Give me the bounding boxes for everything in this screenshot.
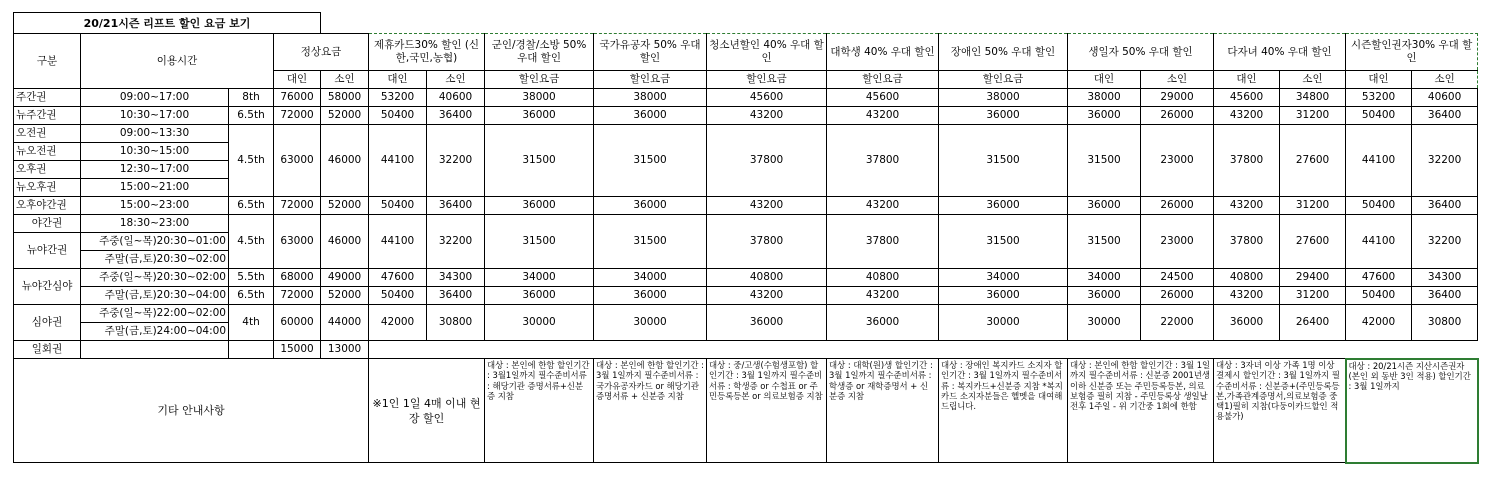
note-college: 대상 : 대학(원)생 할인기간 : 3월 1일까지 필수준비서류 : 학생증 or 재학증명서 + 신분증 지참 — [827, 359, 939, 463]
ticket-category: 뉴주간권 — [14, 107, 81, 125]
disabled-fare: 31500 — [939, 215, 1068, 269]
sub-regular-child: 소인 — [321, 71, 369, 89]
birthday-child: 22000 — [1141, 305, 1214, 341]
college-fare: 43200 — [827, 107, 939, 125]
birthday-child: 29000 — [1141, 89, 1214, 107]
military-fare: 31500 — [485, 125, 594, 197]
ticket-category: 오후권 — [14, 161, 81, 179]
title-filler — [321, 13, 1478, 34]
youth-fare: 45600 — [707, 89, 827, 107]
header-category: 구분 — [14, 34, 81, 89]
regular-child: 13000 — [321, 341, 369, 359]
usage-hours: 4th — [229, 305, 274, 341]
regular-child: 46000 — [321, 215, 369, 269]
sub-disabled-fare: 할인요금 — [939, 71, 1068, 89]
table-row — [14, 341, 1478, 359]
header-youth: 청소년할인 40% 우대 할인 — [707, 34, 827, 71]
veteran-fare: 36000 — [594, 197, 707, 215]
birthday-adult: 30000 — [1068, 305, 1141, 341]
partner-child: 32200 — [427, 215, 485, 269]
partner-child: 30800 — [427, 305, 485, 341]
header-veteran: 국가유공자 50% 우대 할인 — [594, 34, 707, 71]
regular-child: 52000 — [321, 107, 369, 125]
ticket-category: 야간권 — [14, 215, 81, 233]
regular-adult: 63000 — [274, 125, 321, 197]
youth-fare: 43200 — [707, 287, 827, 305]
table-row — [14, 305, 1478, 323]
ticket-category: 뉴야간권 — [14, 233, 81, 269]
partner-adult: 47600 — [369, 269, 427, 287]
note-partner: ※1인 1일 4매 이내 현장 할인 — [369, 359, 485, 463]
youth-fare: 40800 — [707, 269, 827, 287]
multichild-adult: 36000 — [1214, 305, 1280, 341]
sub-partner-adult: 대인 — [369, 71, 427, 89]
ticket-category: 심야권 — [14, 305, 81, 341]
disabled-fare: 36000 — [939, 107, 1068, 125]
seasonpass-child: 34300 — [1412, 269, 1478, 287]
birthday-adult: 31500 — [1068, 215, 1141, 269]
regular-adult: 72000 — [274, 287, 321, 305]
youth-fare: 36000 — [707, 305, 827, 341]
sub-seasonpass-child: 소인 — [1412, 71, 1478, 89]
partner-child: 36400 — [427, 107, 485, 125]
seasonpass-child: 30800 — [1412, 305, 1478, 341]
college-fare: 40800 — [827, 269, 939, 287]
regular-adult: 68000 — [274, 269, 321, 287]
birthday-adult: 31500 — [1068, 125, 1141, 197]
usage-time: 09:00~17:00 — [81, 89, 229, 107]
seasonpass-child: 36400 — [1412, 287, 1478, 305]
regular-child: 49000 — [321, 269, 369, 287]
multichild-child: 29400 — [1280, 269, 1346, 287]
usage-time: 09:00~13:30 — [81, 125, 229, 143]
birthday-child: 26000 — [1141, 287, 1214, 305]
ticket-category: 주간권 — [14, 89, 81, 107]
ticket-category: 오후야간권 — [14, 197, 81, 215]
regular-child: 46000 — [321, 125, 369, 197]
seasonpass-adult: 53200 — [1346, 89, 1412, 107]
header-college: 대학생 40% 우대 할인 — [827, 34, 939, 71]
veteran-fare: 36000 — [594, 287, 707, 305]
veteran-fare: 31500 — [594, 215, 707, 269]
partner-child: 34300 — [427, 269, 485, 287]
birthday-child: 23000 — [1141, 125, 1214, 197]
sub-multichild-adult: 대인 — [1214, 71, 1280, 89]
military-fare: 31500 — [485, 215, 594, 269]
sub-regular-adult: 대인 — [274, 71, 321, 89]
seasonpass-adult: 44100 — [1346, 215, 1412, 269]
ticket-category: 뉴오전권 — [14, 143, 81, 161]
college-fare: 37800 — [827, 125, 939, 197]
usage-hours: 4.5th — [229, 125, 274, 197]
usage-time: 주중(일~목)20:30~01:00 — [81, 233, 229, 251]
regular-adult: 76000 — [274, 89, 321, 107]
usage-hours: 8th — [229, 89, 274, 107]
ticket-category: 일회권 — [14, 341, 81, 359]
disabled-fare: 34000 — [939, 269, 1068, 287]
usage-time: 주중(일~목)20:30~02:00 — [81, 269, 229, 287]
seasonpass-adult: 50400 — [1346, 107, 1412, 125]
sub-veteran-fare: 할인요금 — [594, 71, 707, 89]
veteran-fare: 30000 — [594, 305, 707, 341]
partner-adult: 50400 — [369, 107, 427, 125]
sub-military-fare: 할인요금 — [485, 71, 594, 89]
header-multichild: 다자녀 40% 우대 할인 — [1214, 34, 1346, 71]
birthday-adult: 36000 — [1068, 107, 1141, 125]
regular-adult: 72000 — [274, 107, 321, 125]
disabled-fare: 36000 — [939, 287, 1068, 305]
military-fare: 38000 — [485, 89, 594, 107]
partner-adult: 50400 — [369, 287, 427, 305]
sub-partner-child: 소인 — [427, 71, 485, 89]
usage-time: 주말(금,토)24:00~04:00 — [81, 323, 229, 341]
header-seasonpass: 시즌할인권자30% 우대 할인 — [1346, 34, 1478, 71]
note-multichild: 대상 : 3자녀 이상 가족 1명 이상 결제시 할인기간 : 3월 1일까지 필수준비서류 : 신분증+(주민등록등본,가족관계증명서,의료보험증 중 택1)필히 지참(다둥이카드할인 적용불가) — [1214, 359, 1346, 463]
seasonpass-child: 32200 — [1412, 215, 1478, 269]
partner-child: 36400 — [427, 287, 485, 305]
college-fare: 36000 — [827, 305, 939, 341]
youth-fare: 43200 — [707, 107, 827, 125]
military-fare: 36000 — [485, 107, 594, 125]
seasonpass-adult: 44100 — [1346, 125, 1412, 197]
veteran-fare: 36000 — [594, 107, 707, 125]
veteran-fare: 38000 — [594, 89, 707, 107]
birthday-adult: 36000 — [1068, 287, 1141, 305]
birthday-child: 26000 — [1141, 107, 1214, 125]
usage-hours: 6.5th — [229, 287, 274, 305]
multichild-adult: 43200 — [1214, 107, 1280, 125]
disabled-fare: 30000 — [939, 305, 1068, 341]
multichild-child: 34800 — [1280, 89, 1346, 107]
birthday-adult: 38000 — [1068, 89, 1141, 107]
seasonpass-child: 36400 — [1412, 107, 1478, 125]
sub-birthday-child: 소인 — [1141, 71, 1214, 89]
usage-hours: 6.5th — [229, 197, 274, 215]
header-partner-card: 제휴카드30% 할인 (신한,국민,농협) — [369, 34, 485, 71]
note-veteran: 대상 : 본인에 한함 할인기간 : 3월 1일까지 필수준비서류 : 국가유공자카드 or 해당기관 증명서류 + 신분증 지참 — [594, 359, 707, 463]
multichild-adult: 37800 — [1214, 215, 1280, 269]
ticket-category: 오전권 — [14, 125, 81, 143]
regular-child: 58000 — [321, 89, 369, 107]
seasonpass-child: 32200 — [1412, 125, 1478, 197]
disabled-fare: 31500 — [939, 125, 1068, 197]
notes-row — [14, 359, 1478, 463]
seasonpass-child: 40600 — [1412, 89, 1478, 107]
partner-child: 32200 — [427, 125, 485, 197]
ticket-category: 뉴오후권 — [14, 179, 81, 197]
header-usage-time: 이용시간 — [81, 34, 274, 89]
header-disabled: 장애인 50% 우대 할인 — [939, 34, 1068, 71]
birthday-child: 26000 — [1141, 197, 1214, 215]
usage-hours: 6.5th — [229, 107, 274, 125]
regular-adult: 63000 — [274, 215, 321, 269]
note-military: 대상 : 본인에 한함 할인기간 : 3월1일까지 필수준비서류 : 해당기관 증명서류+신분증 지참 — [485, 359, 594, 463]
multichild-adult: 45600 — [1214, 89, 1280, 107]
note-disabled: 대상 : 장애인 복지카드 소지자 할인기간 : 3월 1일까지 필수준비서류 : 복지카드+신분증 지참 *복지카드 소지자분들은 헬멧을 대여해드립니다. — [939, 359, 1068, 463]
usage-time: 18:30~23:00 — [81, 215, 229, 233]
sub-seasonpass-adult: 대인 — [1346, 71, 1412, 89]
youth-fare: 37800 — [707, 215, 827, 269]
header-regular: 정상요금 — [274, 34, 369, 71]
table-row — [14, 107, 1478, 125]
usage-hours: 5.5th — [229, 269, 274, 287]
header-birthday: 생일자 50% 우대 할인 — [1068, 34, 1214, 71]
college-fare: 37800 — [827, 215, 939, 269]
sub-multichild-child: 소인 — [1280, 71, 1346, 89]
header-military: 군인/경찰/소방 50% 우대 할인 — [485, 34, 594, 71]
notes-label: 기타 안내사항 — [14, 359, 369, 463]
college-fare: 45600 — [827, 89, 939, 107]
seasonpass-adult: 47600 — [1346, 269, 1412, 287]
table-row — [14, 215, 1478, 233]
regular-child: 44000 — [321, 305, 369, 341]
veteran-fare: 31500 — [594, 125, 707, 197]
military-fare: 30000 — [485, 305, 594, 341]
youth-fare: 43200 — [707, 197, 827, 215]
partner-child: 40600 — [427, 89, 485, 107]
regular-adult: 15000 — [274, 341, 321, 359]
note-seasonpass[interactable]: 대상 : 20/21시즌 지산시즌권자(본인 외 동반 3인 적용) 할인기간 : 3월 1일까지 — [1346, 359, 1478, 463]
college-fare: 43200 — [827, 287, 939, 305]
usage-time: 12:30~17:00 — [81, 161, 229, 179]
table-row — [14, 269, 1478, 287]
note-birthday: 대상 : 본인에 한함 할인기간 : 3월 1일까지 필수준비서류 : 신분증 2001년생 이하 신분증 또는 주민등록등본, 의료보험증 필히 지참 - 주민등록상 생일날 전후 1주일 - 위 기간중 1회에 한함 — [1068, 359, 1214, 463]
partner-adult: 44100 — [369, 215, 427, 269]
usage-time: 10:30~15:00 — [81, 143, 229, 161]
birthday-child: 23000 — [1141, 215, 1214, 269]
multichild-child: 31200 — [1280, 197, 1346, 215]
partner-adult: 50400 — [369, 197, 427, 215]
regular-child: 52000 — [321, 197, 369, 215]
military-fare: 34000 — [485, 269, 594, 287]
usage-time: 15:00~21:00 — [81, 179, 229, 197]
sub-college-fare: 할인요금 — [827, 71, 939, 89]
header-row — [14, 34, 1478, 71]
multichild-child: 31200 — [1280, 107, 1346, 125]
birthday-adult: 36000 — [1068, 197, 1141, 215]
partner-adult: 44100 — [369, 125, 427, 197]
usage-time: 주말(금,토)20:30~04:00 — [81, 287, 229, 305]
usage-time: 주말(금,토)20:30~02:00 — [81, 251, 229, 269]
table-row — [14, 287, 1478, 305]
table-row — [14, 125, 1478, 143]
partner-adult: 53200 — [369, 89, 427, 107]
sub-birthday-adult: 대인 — [1068, 71, 1141, 89]
seasonpass-adult: 50400 — [1346, 197, 1412, 215]
multichild-child: 26400 — [1280, 305, 1346, 341]
multichild-adult: 40800 — [1214, 269, 1280, 287]
usage-time: 주중(일~목)22:00~02:00 — [81, 305, 229, 323]
youth-fare: 37800 — [707, 125, 827, 197]
usage-hours: 4.5th — [229, 215, 274, 269]
regular-adult: 72000 — [274, 197, 321, 215]
partner-child: 36400 — [427, 197, 485, 215]
usage-time: 10:30~17:00 — [81, 107, 229, 125]
note-youth: 대상 : 중/고생(수험생포함) 할인기간 : 3월 1일까지 필수준비서류 : 학생증 or 수첩표 or 주민등록등본 or 의료보험증 지참 — [707, 359, 827, 463]
multichild-child: 31200 — [1280, 287, 1346, 305]
seasonpass-adult: 50400 — [1346, 287, 1412, 305]
disabled-fare: 38000 — [939, 89, 1068, 107]
usage-time — [81, 341, 229, 359]
table-row — [14, 89, 1478, 107]
military-fare: 36000 — [485, 287, 594, 305]
veteran-fare: 34000 — [594, 269, 707, 287]
disabled-fare: 36000 — [939, 197, 1068, 215]
sheet-title: 20/21시즌 리프트 할인 요금 보기 — [14, 13, 321, 34]
military-fare: 36000 — [485, 197, 594, 215]
empty-area — [369, 341, 1478, 359]
fare-table — [13, 12, 1479, 464]
title-row — [14, 13, 1478, 34]
table-row — [14, 197, 1478, 215]
multichild-adult: 37800 — [1214, 125, 1280, 197]
regular-child: 52000 — [321, 287, 369, 305]
partner-adult: 42000 — [369, 305, 427, 341]
usage-hours — [229, 341, 274, 359]
seasonpass-child: 36400 — [1412, 197, 1478, 215]
birthday-child: 24500 — [1141, 269, 1214, 287]
multichild-child: 27600 — [1280, 125, 1346, 197]
usage-time: 15:00~23:00 — [81, 197, 229, 215]
seasonpass-adult: 42000 — [1346, 305, 1412, 341]
ticket-category: 뉴야간심야 — [14, 269, 81, 305]
sub-youth-fare: 할인요금 — [707, 71, 827, 89]
regular-adult: 60000 — [274, 305, 321, 341]
fare-sheet — [13, 12, 1477, 464]
multichild-child: 27600 — [1280, 215, 1346, 269]
birthday-adult: 34000 — [1068, 269, 1141, 287]
college-fare: 43200 — [827, 197, 939, 215]
multichild-adult: 43200 — [1214, 197, 1280, 215]
multichild-adult: 43200 — [1214, 287, 1280, 305]
